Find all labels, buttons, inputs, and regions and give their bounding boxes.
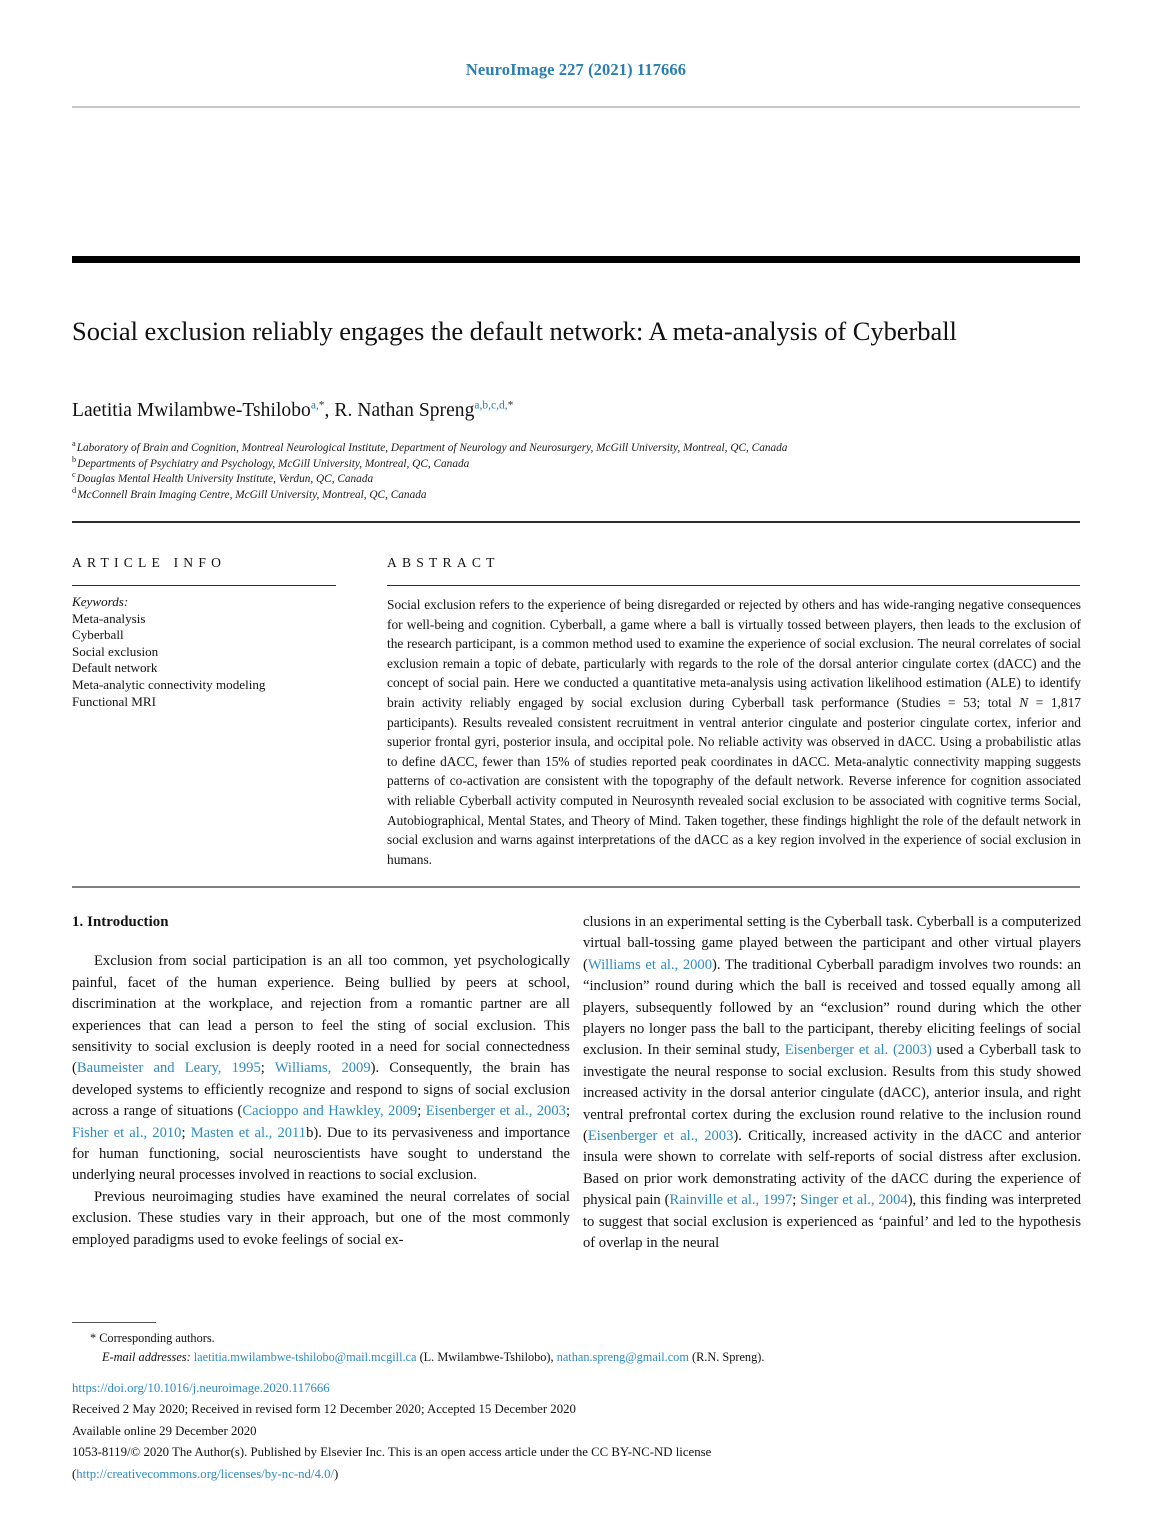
section-heading-introduction: 1. Introduction: [72, 914, 169, 930]
citation-link[interactable]: Rainville et al., 1997: [669, 1192, 793, 1209]
title-block: [72, 312, 962, 350]
keyword-item: Meta-analysis: [72, 610, 146, 626]
abstract-italic-n: N: [1019, 694, 1029, 710]
abstract-text: Social exclusion refers to the experience of being disregarded or rejected by others and has wide-ranging negative consequences for well-being and cognition. Cyberball, a game where a ball is virtually tossed between players, then leads to the exclusion of the research participant, is a common method used to examine the experience of social exclusion. The neural correlates of social exclusion remain a topic of debate, particularly with regards to the role of the dorsal anterior cingulate cortex (dACC) and the concept of social pain. Here we conducted a quantitative meta-analysis using activation likelihood estimation (ALE) to identify brain activity reliably engaged by social exclusion during Cyberball task performance (Studies = 53; total N = 1,817 participants). Results revealed consistent recruitment in ventral anterior cingulate and posterior cingulate cortex, inferior and superior frontal gyri, posterior insula, and occipital pole. No reliable activity was observed in dACC. Using a probabilistic atlas to define dACC, fewer than 15% of studies reported peak coordinates in dACC. Meta-analytic connectivity mapping suggests patterns of co-activation are consistent with the topography of the default network. Reverse inference for cognition associated with reliable Cyberball activity computed in Neurosynth revealed social exclusion to be associated with cognitive terms Social, Autobiographical, Mental States, and Theory of Mind. Taken together, these findings highlight the role of the default network in social exclusion and warns against interpretations of the dACC as a key region involved in the experience of social exclusion in humans.: [387, 597, 1081, 867]
author-name-2: R. Nathan Spreng: [334, 400, 475, 421]
affiliation-item: [72, 454, 1022, 473]
abstract-divider: [387, 585, 1080, 586]
abstract-bottom-divider: [72, 886, 1080, 888]
license-line: (http://creativecommons.org/licenses/by-nc-nd/4.0/): [72, 1466, 339, 1481]
received-line: Received 2 May 2020; Received in revised form 12 December 2020; Accepted 15 December 2020: [72, 1402, 576, 1417]
affiliation-text: Laboratory of Brain and Cognition, Montreal Neurological Institute, Department of Neurology and Neurosurgery, McGill University, Montreal, QC, Canada: [76, 442, 788, 454]
footnote-divider: [72, 1322, 156, 1323]
citation-link[interactable]: Baumeister and Leary, 1995: [76, 1060, 261, 1077]
doi-link[interactable]: https://doi.org/10.1016/j.neuroimage.2020.117666: [72, 1381, 330, 1395]
available-online-line: Available online 29 December 2020: [72, 1423, 257, 1438]
email-link-2[interactable]: nathan.spreng@gmail.com: [556, 1350, 689, 1364]
citation-link[interactable]: Williams et al., 2000: [587, 956, 713, 973]
keyword-list: [72, 594, 362, 710]
affiliation-item: [72, 441, 1022, 457]
citation-link[interactable]: Cacioppo and Hawkley, 2009: [242, 1103, 418, 1120]
author-list: [72, 400, 972, 422]
header-divider: [72, 106, 1080, 108]
affiliation-text: McConnell Brain Imaging Centre, McGill University, Montreal, QC, Canada: [77, 488, 427, 501]
keyword-item: Meta-analytic connectivity modeling: [72, 676, 266, 692]
citation-link[interactable]: Eisenberger et al., 2003: [587, 1128, 734, 1145]
body-column-left: [72, 912, 570, 1251]
citation-link[interactable]: Williams, 2009: [274, 1060, 371, 1077]
affiliation-list: [72, 441, 1022, 503]
paragraph: Exclusion from social participation is an all too common, yet psychologically painful, facet of the human experience. Being bullied by peers at school, discrimination at the workplace, and rejection from a romantic partner are all experiences that can lead a person to feel the sting of social exclusion. This sensitivity to social exclusion is deeply rooted in a need for social connectedness (Baumeister and Leary, 1995; Williams, 2009). Consequently, the brain has developed systems to efficiently recognize and respond to signs of social exclusion across a range of situations (Cacioppo and Hawkley, 2009; Eisenberger et al., 2003; Fisher et al., 2010; Masten et al., 2011b). Due to its pervasiveness and importance for human functioning, social neuroscientists have sought to understand the underlying neural processes involved in reactions to social exclusion.: [72, 953, 571, 1184]
author-name-1: Laetitia Mwilambwe-Tshilobo: [72, 400, 311, 421]
email-owner-1: (L. Mwilambwe-Tshilobo),: [419, 1350, 554, 1364]
citation-link[interactable]: Fisher et al., 2010: [72, 1124, 182, 1141]
journal-header: NeuroImage 227 (2021) 117666: [465, 60, 687, 79]
keyword-item: Functional MRI: [72, 693, 157, 709]
affiliation-marker: c: [72, 470, 76, 480]
footnote-block: [72, 1329, 1082, 1367]
author-affiliation-marks-1: a,*: [310, 399, 325, 412]
keyword-item: Default network: [72, 660, 158, 676]
email-owner-2: (R.N. Spreng).: [691, 1350, 765, 1364]
page-title: Social exclusion reliably engages the default network: A meta-analysis of Cyberball: [72, 316, 957, 346]
license-link[interactable]: http://creativecommons.org/licenses/by-nc-nd/4.0/: [76, 1466, 335, 1481]
doi-line: [72, 1378, 1082, 1399]
affiliation-marker: b: [72, 454, 77, 464]
article-info-divider: [72, 585, 336, 586]
email-addresses-note: [72, 1348, 1082, 1367]
email-label: E-mail addresses:: [102, 1350, 191, 1364]
keywords-label: Keywords:: [72, 594, 129, 609]
affiliation-item: [72, 472, 1022, 488]
citation-link[interactable]: Singer et al., 2004: [800, 1192, 908, 1209]
citation-link[interactable]: Eisenberger et al. (2003): [784, 1042, 932, 1059]
affiliation-divider: [72, 521, 1080, 523]
affiliation-item: [72, 488, 1022, 504]
publication-info: [72, 1378, 1082, 1485]
email-link-1[interactable]: laetitia.mwilambwe-tshilobo@mail.mcgill.ca: [193, 1350, 417, 1364]
paragraph: Previous neuroimaging studies have examined the neural correlates of social exclusion. These studies vary in their approach, but one of the most commonly employed paradigms used to evoke feelings of social ex-: [72, 1188, 570, 1248]
author-separator: ,: [324, 400, 335, 421]
body-column-right: [583, 912, 1081, 1255]
affiliation-text: Departments of Psychiatry and Psychology, McGill University, Montreal, QC, Canada: [77, 457, 470, 470]
abstract-heading: ABSTRACT: [387, 555, 500, 570]
citation-link[interactable]: Eisenberger et al., 2003: [425, 1103, 566, 1120]
article-info-heading: ARTICLE INFO: [72, 555, 227, 570]
paragraph: clusions in an experimental setting is the Cyberball task. Cyberball is a computerized virtual ball-tossing game played between the participant and other virtual players (Williams et al., 2000). The traditional Cyberball paradigm involves two rounds: an “inclusion” round during which the ball is received and tossed equally among all players, subsequently followed by an “exclusion” round during which the other players no longer pass the ball to the participant, thereby eliciting feelings of social exclusion. In their seminal study, Eisenberger et al. (2003) used a Cyberball task to investigate the neural response to social exclusion. Results from this study showed increased activity in the dorsal anterior cingulate (dACC), anterior insula, and right ventral prefrontal cortex during the exclusion round relative to the inclusion round (Eisenberger et al., 2003). Critically, increased activity in the dACC and anterior insula were shown to correlate with self-reports of social distress after exclusion. Based on prior work demonstrating activity of the dACC during the experience of physical pain (Rainville et al., 1997; Singer et al., 2004), this finding was interpreted to suggest that social exclusion is experienced as ‘painful’ and led to the hypothesis of overlap in the neural: [583, 914, 1082, 1252]
copyright-line: 1053-8119/© 2020 The Author(s). Published by Elsevier Inc. This is an open access article under the CC BY-NC-ND license: [72, 1445, 712, 1460]
affiliation-marker: d: [72, 486, 77, 496]
affiliation-marker: a: [72, 439, 76, 449]
title-top-bar: [72, 256, 1080, 263]
asterisk-marker: *: [90, 1331, 97, 1345]
citation-link[interactable]: Masten et al., 2011: [190, 1124, 307, 1141]
author-affiliation-marks-2: a,b,c,d,*: [474, 399, 514, 412]
keyword-item: Social exclusion: [72, 643, 159, 659]
affiliation-text: Douglas Mental Health University Institute, Verdun, QC, Canada: [76, 473, 374, 486]
corresponding-author-note: * Corresponding authors.: [90, 1331, 215, 1345]
keyword-item: Cyberball: [72, 627, 124, 643]
